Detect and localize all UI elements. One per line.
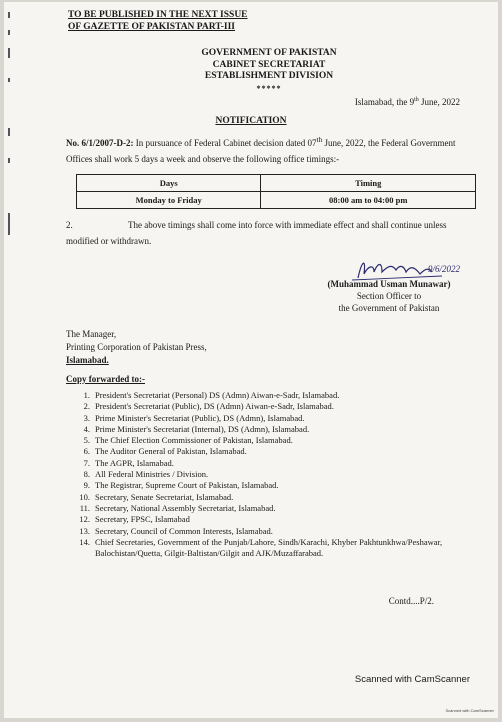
letterhead-division: ESTABLISHMENT DIVISION (204, 71, 334, 81)
recipient-line-1: The Manager, (66, 329, 117, 339)
list-item (66, 390, 476, 401)
list-item (66, 446, 476, 457)
list-item (66, 537, 476, 560)
list-item-number: 12. (79, 514, 90, 525)
letterhead-stars: ***** (256, 83, 282, 93)
notification-body-b: June, 2022, the Federal Government Offices shall work 5 days a week and observe the following office timings:- (66, 138, 456, 164)
list-item-number: 8. (83, 469, 90, 480)
list-item-text: Prime Minister's Secretariat (Internal), DS (Admn), Islamabad. (95, 423, 310, 434)
signer-title-2: the Government of Pakistan (338, 303, 440, 313)
dateline-suffix: June, 2022 (418, 97, 460, 107)
paragraph-2 (66, 217, 466, 249)
publication-line-1: TO BE PUBLISHED IN THE NEXT ISSUE (68, 10, 248, 20)
signer-block (304, 278, 474, 314)
list-item-number: 5. (83, 435, 90, 446)
notification-title: NOTIFICATION (215, 116, 287, 126)
paragraph-2-text: The above timings shall come into force with immediate effect and shall continue unless modified or withdrawn. (66, 220, 447, 246)
list-item-text: All Federal Ministries / Division. (95, 469, 209, 480)
list-item-text: Secretary, National Assembly Secretariat, Islamabad. (95, 502, 276, 513)
copy-forwarded-list (66, 390, 476, 559)
office-timings-table (76, 174, 476, 209)
table-row (77, 192, 476, 209)
copy-forwarded-title: Copy forwarded to:- (66, 374, 145, 384)
signer-name: (Muhammad Usman Munawar) (327, 279, 451, 289)
camscanner-small-mark: Scanned with CamScanner (445, 708, 494, 713)
letterhead-government: GOVERNMENT OF PAKISTAN (201, 48, 337, 58)
list-item-number: 13. (79, 525, 90, 536)
list-item-number: 3. (83, 412, 90, 423)
list-item-number: 4. (83, 423, 90, 434)
letterhead (154, 48, 384, 94)
list-item-text: The Auditor General of Pakistan, Islamabad. (95, 446, 247, 457)
list-item (66, 526, 476, 537)
table-header-row (77, 175, 476, 192)
notification-ref: No. 6/1/2007-D-2: (66, 138, 134, 148)
notification-paragraph (66, 132, 466, 167)
dateline (355, 97, 460, 107)
list-item-number: 7. (83, 457, 90, 468)
table-cell-timing: 08:00 am to 04:00 pm (261, 192, 476, 209)
list-item-text: The Chief Election Commissioner of Pakistan, Islamabad. (95, 435, 293, 446)
list-item (66, 503, 476, 514)
list-item (66, 413, 476, 424)
recipient-line-2: Printing Corporation of Pakistan Press, (66, 342, 207, 352)
list-item-number: 9. (83, 480, 90, 491)
list-item-number: 6. (83, 446, 90, 457)
list-item (66, 492, 476, 503)
list-item-number: 1. (83, 390, 90, 400)
publication-line-2: OF GAZETTE OF PAKISTAN PART-III (68, 21, 235, 32)
list-item-text: Prime Minister's Secretariat (Public), DS (Admn), Islamabad. (95, 412, 305, 423)
table-header-days: Days (77, 175, 261, 192)
list-item (66, 480, 476, 491)
recipient-block (66, 328, 207, 367)
list-item-number: 2. (83, 401, 90, 412)
continued-marker: Contd....P/2. (388, 596, 434, 606)
list-item-text: President's Secretariat (Public), DS (Admn) Aiwan-e-Sadr, Islamabad. (95, 401, 334, 412)
letterhead-secretariat: CABINET SECRETARIAT (212, 59, 326, 70)
recipient-line-3: Islamabad. (66, 355, 109, 365)
scan-edge-marks (6, 8, 18, 308)
list-item-number: 14. (79, 536, 90, 547)
list-item (66, 401, 476, 412)
list-item (66, 469, 476, 480)
dateline-prefix: Islamabad, the 9 (354, 97, 415, 107)
list-item-text: Secretary, Senate Secretariat, Islamabad. (95, 491, 234, 502)
notification-body-sup: th (316, 135, 323, 144)
list-item (66, 458, 476, 469)
signer-title-1: Section Officer to (356, 291, 422, 301)
list-item-text: The Registrar, Supreme Court of Pakistan, Islamabad. (95, 480, 279, 491)
list-item-text: Chief Secretaries, Government of the Punjab/Lahore, Sindh/Karachi, Khyber Pakhtunkhwa/Peshawar, Balochistan/Quetta, Gilgit-Baltistan/Gilgit and AJK/Muzaffarabad. (95, 536, 443, 559)
camscanner-watermark: Scanned with CamScanner (354, 674, 470, 685)
list-item-text: Secretary, FPSC, Islamabad (95, 514, 190, 525)
list-item-number: 10. (79, 491, 90, 502)
list-item (66, 424, 476, 435)
list-item-text: President's Secretariat (Personal) DS (Admn) Aiwan-e-Sadr, Islamabad. (95, 390, 340, 400)
list-item-text: The AGPR, Islamabad. (95, 457, 174, 468)
list-item-number: 11. (79, 502, 90, 513)
table-cell-days: Monday to Friday (77, 192, 261, 209)
document-page (4, 2, 498, 718)
notification-body-a: In pursuance of Federal Cabinet decision dated 07 (133, 138, 317, 148)
paragraph-2-number: 2. (66, 220, 73, 230)
signature-date: 9/6/2022 (428, 264, 461, 274)
list-item (66, 435, 476, 446)
list-item-text: Secretary, Council of Common Interests, Islamabad. (95, 525, 273, 536)
table-header-timing: Timing (261, 175, 476, 192)
dateline-sup: th (414, 97, 419, 103)
list-item (66, 514, 476, 525)
publication-notice (68, 10, 248, 33)
